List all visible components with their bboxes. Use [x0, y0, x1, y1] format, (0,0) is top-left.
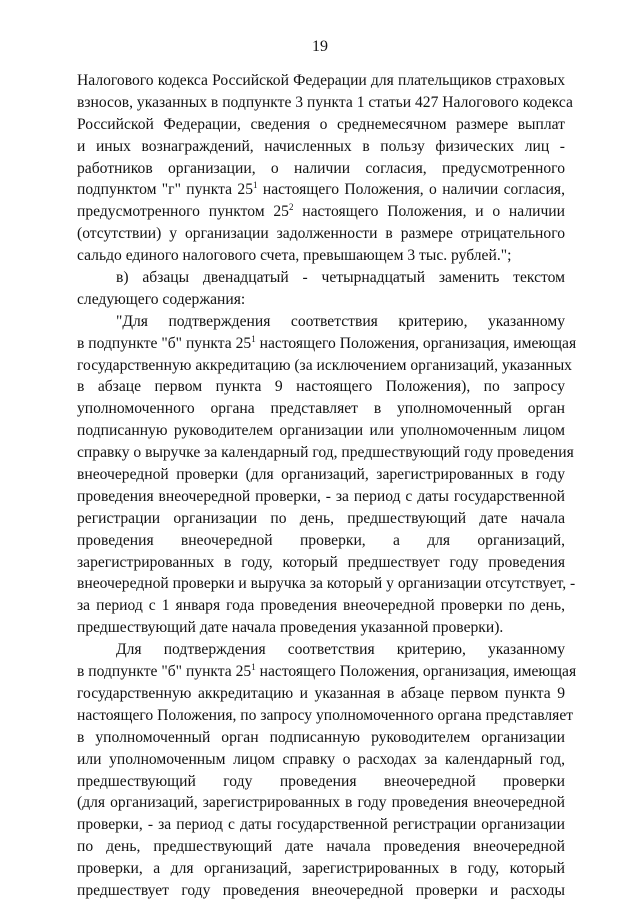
- text-line: предшествующий году проведения внеочередной проверки: [77, 772, 565, 790]
- page-number: 19: [312, 38, 328, 55]
- text-line: "Для подтверждения соответствия критерию, указанному: [116, 312, 565, 330]
- text-line: [77, 201, 565, 223]
- text-line: проверки, а для организаций, зарегистрированных в году, который: [77, 860, 565, 878]
- text-line: в уполномоченный орган подписанную руководителем организации: [77, 728, 565, 746]
- text-line: справку о выручке за календарный год, предшествующий году проведения: [77, 444, 574, 462]
- text-line: проведения внеочередной проверки, а для организаций,: [77, 531, 565, 549]
- text-line: сальдо единого налогового счета, превышающем 3 тыс. рублей.";: [77, 247, 512, 265]
- text-line: в) абзацы двенадцатый - четырнадцатый заменить текстом: [116, 269, 565, 287]
- text-line: Для подтверждения соответствия критерию, указанному: [116, 641, 565, 659]
- text-line: государственную аккредитацию (за исключением организаций, указанных: [77, 356, 572, 374]
- text-fragment: настоящего Положения, организация, имеющая: [255, 334, 577, 352]
- text-line: по день, предшествующий дате начала проведения внеочередной: [77, 838, 565, 856]
- text-line: (для организаций, зарегистрированных в году проведения внеочередной: [77, 794, 565, 812]
- superscript: 1: [251, 333, 256, 344]
- text-line: и иных вознаграждений, начисленных в пользу физических лиц -: [77, 137, 565, 155]
- text-fragment: в подпункте "б" пункта 25: [77, 334, 252, 352]
- text-line: проверки, - за период с даты государственной регистрации организации: [77, 816, 565, 834]
- text-line: [77, 333, 577, 355]
- text-line: следующего содержания:: [77, 290, 246, 308]
- text-line: уполномоченного органа представляет в уполномоченный орган: [77, 400, 565, 418]
- text-fragment: подпунктом "г" пункта 25: [77, 181, 254, 199]
- text-line: работников организации, о наличии согласия, предусмотренного: [77, 159, 565, 177]
- text-line: предшествующий дате начала проведения указанной проверки).: [77, 619, 504, 637]
- text-line: государственную аккредитацию и указанная в абзаце первом пункта 9: [77, 684, 565, 702]
- text-line: подписанную руководителем организации или уполномоченным лицом: [77, 422, 565, 440]
- superscript: 2: [288, 202, 294, 213]
- text-line: Налогового кодекса Российской Федерации для плательщиков страховых: [77, 72, 565, 89]
- text-line: настоящего Положения, по запросу уполномоченного органа представляет: [77, 706, 574, 724]
- text-line: внеочередной проверки и выручка за который у организации отсутствует, -: [77, 575, 576, 593]
- superscript: 1: [253, 180, 258, 191]
- text-line: [77, 179, 565, 201]
- text-fragment: предусмотренного пунктом 25: [77, 203, 289, 221]
- text-line: или уполномоченным лицом справку о расходах за календарный год,: [77, 750, 565, 768]
- text-fragment: настоящего Положения, о наличии согласия,: [257, 181, 565, 199]
- superscript: 1: [251, 662, 256, 673]
- text-line: взносов, указанных в подпункте 3 пункта 1 статьи 427 Налогового кодекса: [77, 93, 573, 111]
- text-line: Российской Федерации, сведения о среднемесячном размере выплат: [77, 115, 565, 133]
- text-line: предшествует году проведения внеочередной проверки и расходы: [77, 881, 565, 899]
- text-line: проведения внеочередной проверки, - за период с даты государственной: [77, 487, 565, 505]
- text-line: (отсутствии) у организации задолженности в размере отрицательного: [77, 225, 565, 243]
- text-line: в абзаце первом пункта 9 настоящего Положения), по запросу: [77, 378, 565, 396]
- text-line: внеочередной проверки (для организаций, зарегистрированных в году: [77, 466, 565, 484]
- text-fragment: настоящего Положения, и о наличии: [293, 203, 565, 221]
- text-line: регистрации организации по день, предшествующий дате начала: [77, 509, 565, 527]
- document-body: [77, 70, 577, 902]
- text-line: за период с 1 января года проведения внеочередной проверки по день,: [77, 597, 565, 615]
- text-fragment: настоящего Положения, организация, имеющая: [255, 663, 577, 681]
- text-fragment: в подпункте "б" пункта 25: [77, 663, 252, 681]
- text-line: зарегистрированных в году, который предшествует году проведения: [77, 553, 565, 571]
- text-line: [77, 661, 577, 683]
